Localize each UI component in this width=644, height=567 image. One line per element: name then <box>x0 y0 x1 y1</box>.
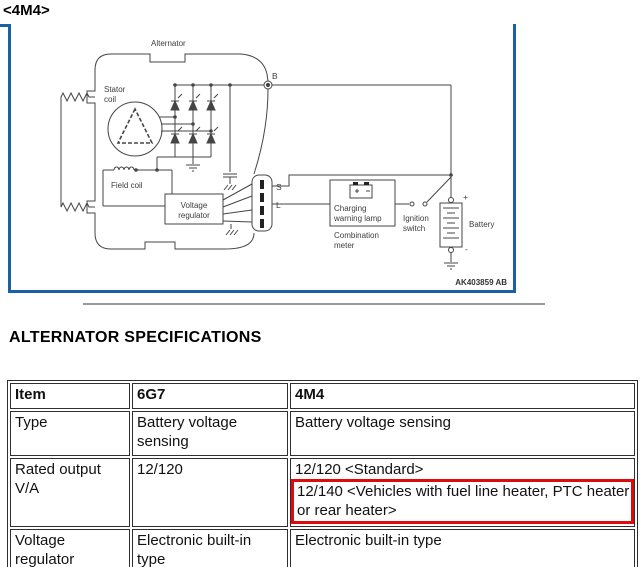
voltage-regulator-label-2: regulator <box>178 211 210 220</box>
rated-highlighted-value: 12/140 <Vehicles with fuel line heater, PTC heater or rear heater> <box>297 483 630 520</box>
variant-heading: <4M4> <box>3 2 50 19</box>
combination-meter-label-1: Combination <box>334 231 379 240</box>
cell-regulator-4m4: Electronic built-in type <box>290 529 635 567</box>
alternator-label: Alternator <box>151 39 186 48</box>
rated-standard-value: 12/120 <Standard> <box>295 461 424 478</box>
cell-regulator-6g7: Electronic built-in type <box>132 529 288 567</box>
charging-lamp-label-1: Charging <box>334 204 367 213</box>
combination-meter-label-2: meter <box>334 241 355 250</box>
voltage-regulator-label-1: Voltage <box>180 201 208 210</box>
table-row-rated-output <box>10 458 635 527</box>
highlight-box <box>291 479 634 524</box>
field-coil-label: Field coil <box>111 181 143 190</box>
terminal-b-label: B <box>272 71 278 81</box>
battery-minus-sign: - <box>465 244 468 254</box>
header-6g7: 6G7 <box>132 383 288 409</box>
section-divider <box>83 303 545 305</box>
ignition-switch-label-2: switch <box>403 224 426 233</box>
cell-type-4m4: Battery voltage sensing <box>290 411 635 456</box>
cell-regulator-item: Voltage regulator <box>10 529 130 567</box>
terminal-l-label: L <box>276 200 281 210</box>
stator-coil-label-2: coil <box>104 95 117 104</box>
section-heading: ALTERNATOR SPECIFICATIONS <box>9 329 262 346</box>
cell-rated-4m4 <box>290 458 635 527</box>
cell-type-6g7: Battery voltage sensing <box>132 411 288 456</box>
header-4m4: 4M4 <box>290 383 635 409</box>
cell-rated-6g7: 12/120 <box>132 458 288 527</box>
diagram-frame <box>8 24 516 293</box>
figure-code: AK403859 AB <box>455 278 507 287</box>
table-row-voltage-regulator <box>10 529 635 567</box>
battery-label: Battery <box>469 220 495 229</box>
spec-table <box>7 380 638 567</box>
table-header-row <box>10 383 635 409</box>
cell-rated-item: Rated output V/A <box>10 458 130 527</box>
battery-plus-sign: + <box>463 192 468 202</box>
stator-coil-label-1: Stator <box>104 85 126 94</box>
terminal-s-label: S <box>276 182 282 192</box>
table-row-type <box>10 411 635 456</box>
wiring-diagram <box>11 24 513 290</box>
cell-type-item: Type <box>10 411 130 456</box>
header-item: Item <box>10 383 130 409</box>
charging-lamp-label-2: warning lamp <box>334 214 382 223</box>
ignition-switch-label-1: Ignition <box>403 214 429 223</box>
